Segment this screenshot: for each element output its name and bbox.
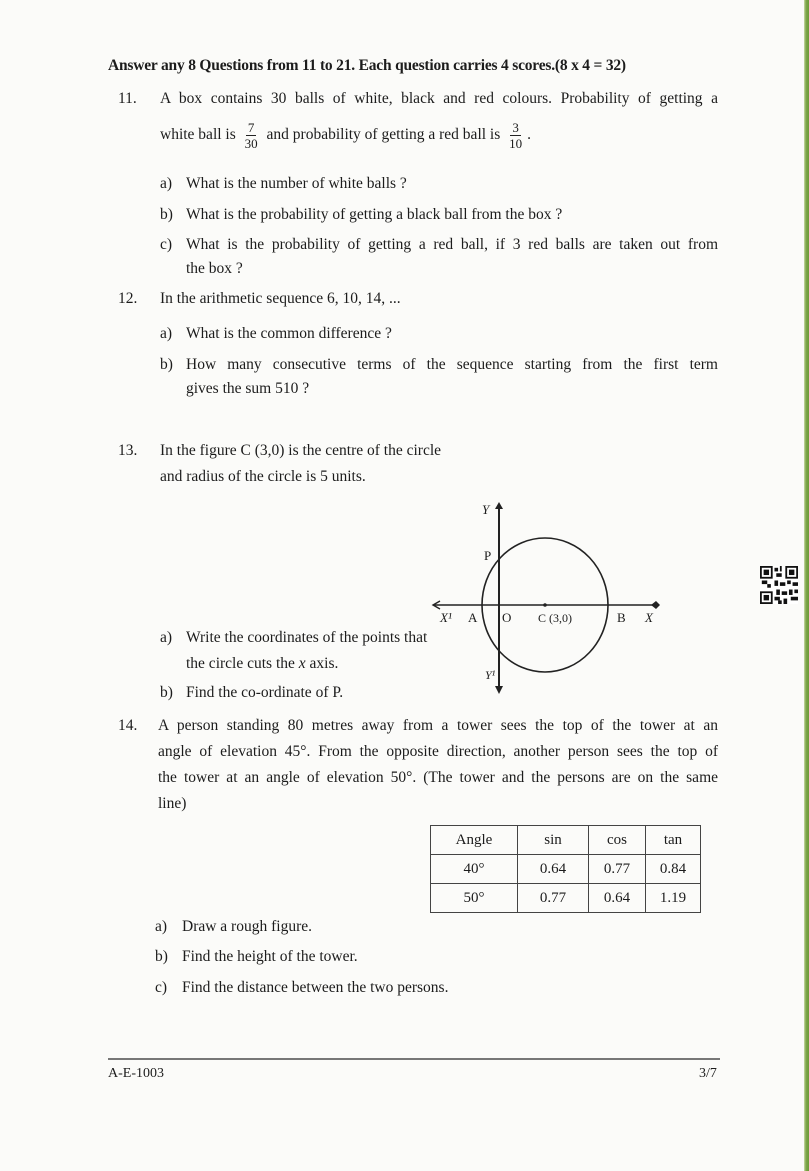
cell-sin: 0.77 [518, 884, 589, 913]
footer-paper-code: A-E-1003 [108, 1066, 164, 1081]
question-14-line4: line) [158, 795, 187, 812]
label-x: X [645, 610, 653, 625]
q13-text2-pre: the circle cuts the [186, 655, 299, 672]
footer-divider [108, 1058, 720, 1060]
q14-part-a-label: a) [155, 918, 168, 935]
label-o: O [502, 610, 512, 625]
table-row [431, 884, 701, 913]
q13-part-a-label: a) [160, 629, 173, 646]
question-14-line1: A person standing 80 metres away from a tower sees the top of the tower at an [158, 717, 718, 734]
q11-text-mid: and probability of getting a red ball is [266, 126, 501, 144]
q11-part-a-text: What is the number of white balls ? [186, 175, 407, 192]
q11-part-c-text: What is the probability of getting a red ball, if 3 red balls are taken out from [186, 236, 718, 253]
question-12-line1: In the arithmetic sequence 6, 10, 14, ... [160, 290, 401, 307]
header-angle: Angle [431, 826, 518, 855]
y-axis-neg-arrow [495, 686, 503, 694]
cell-sin: 0.64 [518, 855, 589, 884]
question-number-12: 12. [118, 290, 138, 307]
fraction-numerator: 7 [247, 120, 255, 135]
q13-part-b-label: b) [160, 684, 173, 701]
label-b: B [617, 610, 626, 625]
circle-coordinate-figure [420, 495, 670, 700]
fraction-red [508, 120, 523, 151]
question-number-14: 14. [118, 717, 138, 734]
label-c: C (3,0) [538, 611, 572, 625]
question-11-line1: A box contains 30 balls of white, black and red colours. Probability of getting a [160, 90, 718, 107]
q14-part-b-label: b) [155, 948, 168, 965]
header-sin: sin [518, 826, 589, 855]
q12-part-b-text: How many consecutive terms of the sequence starting from the first term [186, 356, 718, 373]
table-row [431, 855, 701, 884]
label-y: Y [482, 502, 490, 517]
cell-cos: 0.64 [589, 884, 646, 913]
q13-text2-post: axis. [305, 655, 339, 672]
header-tan: tan [646, 826, 701, 855]
q11-text-end: . [527, 126, 532, 144]
cell-angle: 50° [431, 884, 518, 913]
qr-code-icon [760, 566, 798, 604]
fraction-denominator: 30 [244, 136, 258, 151]
fraction-numerator: 3 [512, 120, 519, 135]
q13-text2-var: x [298, 655, 306, 672]
label-x-neg: X¹ [440, 610, 452, 625]
cell-tan: 1.19 [646, 884, 701, 913]
q12-part-b-label: b) [160, 356, 173, 373]
q11-part-b-text: What is the probability of getting a black ball from the box ? [186, 206, 563, 223]
cell-angle: 40° [431, 855, 518, 884]
fraction-denominator: 10 [509, 136, 523, 151]
q13-part-b-text: Find the co-ordinate of P. [186, 684, 344, 701]
q11-part-a-label: a) [160, 175, 173, 192]
label-p: P [484, 548, 492, 563]
q11-text-pre: white ball is [160, 126, 236, 144]
q14-part-a-text: Draw a rough figure. [182, 918, 312, 935]
question-14-line3: the tower at an angle of elevation 50°. (The tower and the persons are on the same [158, 769, 718, 786]
trig-values-table [430, 825, 701, 913]
x-axis-pos-arrow [651, 601, 660, 609]
q11-part-c-text2: the box ? [186, 260, 243, 277]
section-instruction: Answer any 8 Questions from 11 to 21. Each question carries 4 scores.(8 x 4 = 32) [108, 57, 626, 74]
q14-part-c-label: c) [155, 979, 168, 996]
label-y-neg: Y¹ [485, 668, 496, 682]
fraction-white [244, 120, 259, 151]
question-11-line2 [160, 120, 531, 151]
page-edge [804, 0, 809, 1171]
center-point [543, 603, 547, 607]
q13-part-a-text: Write the coordinates of the points that [186, 629, 428, 646]
header-cos: cos [589, 826, 646, 855]
q14-part-b-text: Find the height of the tower. [182, 948, 358, 965]
q13-part-a-text2 [186, 655, 338, 673]
label-a: A [468, 610, 478, 625]
q12-part-a-label: a) [160, 325, 173, 342]
question-13-line1: In the figure C (3,0) is the centre of the circle [160, 442, 442, 459]
table-header-row [431, 826, 701, 855]
question-14-line2: angle of elevation 45°. From the opposite direction, another person sees the top of [158, 743, 718, 760]
q12-part-b-text2: gives the sum 510 ? [186, 380, 310, 397]
q11-part-c-label: c) [160, 236, 173, 253]
cell-tan: 0.84 [646, 855, 701, 884]
footer-page-number: 3/7 [699, 1066, 717, 1081]
question-number-13: 13. [118, 442, 138, 459]
q14-part-c-text: Find the distance between the two persons. [182, 979, 449, 996]
cell-cos: 0.77 [589, 855, 646, 884]
question-13-line2: and radius of the circle is 5 units. [160, 468, 366, 485]
q11-part-b-label: b) [160, 206, 173, 223]
question-number-11: 11. [118, 90, 137, 107]
y-axis-pos-arrow [495, 502, 503, 509]
q12-part-a-text: What is the common difference ? [186, 325, 392, 342]
